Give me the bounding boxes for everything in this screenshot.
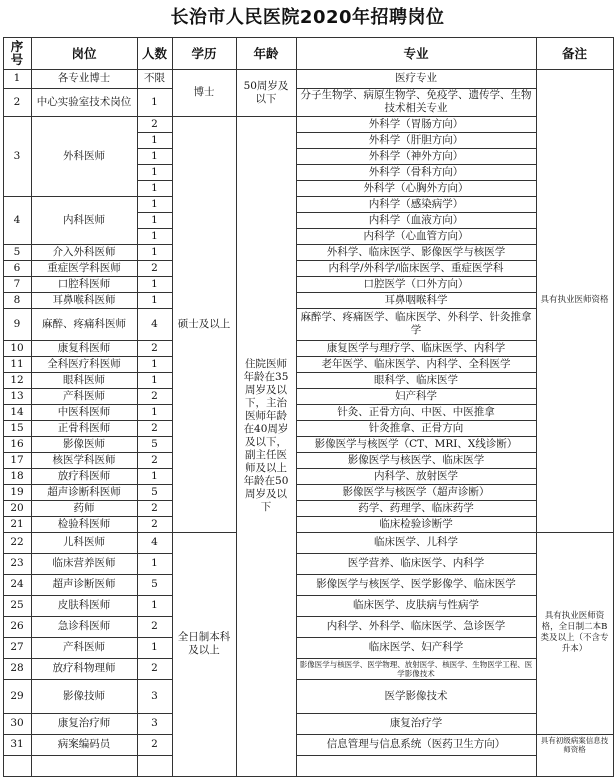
table-rule [137,532,173,533]
row-major: 外科学（胃肠方向） [368,117,464,130]
table-rule [137,755,173,756]
row-major: 信息管理与信息系统（医药卫生方向） [326,738,506,750]
table-rule [296,244,537,245]
row-count: 3 [151,689,158,702]
table-rule [137,436,173,437]
table-rule [536,734,614,735]
row-major: 外科学（神外方向） [368,149,464,162]
row-post: 康复治疗师 [57,717,111,729]
row-count: 2 [151,517,158,530]
table-rule [137,116,173,117]
row-major: 针灸、正骨方向、中医、中医推拿 [337,405,495,418]
header-count: 人数 [141,45,167,61]
row-seq: 31 [10,738,24,750]
row-seq: 28 [10,662,24,674]
row-seq: 29 [10,689,24,702]
table-rule [296,532,537,533]
row-seq: 17 [10,453,24,466]
row-seq: 5 [13,245,21,258]
row-count: 5 [151,485,158,498]
row-count: 1 [151,405,158,418]
row-count: 1 [151,277,158,290]
row-seq: 7 [13,277,21,290]
row-count: 1 [151,357,158,370]
row-seq: 25 [10,599,24,611]
row-count: 不限 [144,72,165,84]
table-rule [296,276,537,277]
row-post: 检验科医师 [57,517,111,530]
row-count: 2 [151,501,158,514]
table-rule [137,500,173,501]
row-post: 放疗科医师 [57,469,111,482]
row-seq: 21 [10,517,24,530]
row-post: 产科医师 [63,389,105,402]
table-rule [137,228,173,229]
edu-doctor: 博士 [193,86,215,98]
table-rule [296,658,537,659]
row-count: 4 [151,536,158,548]
row-post: 临床营养医师 [52,557,116,569]
table-rule [137,637,173,638]
table-rule [296,116,537,117]
row-seq: 12 [10,373,24,386]
row-count: 1 [151,293,158,306]
row-count: 2 [151,453,158,466]
table-rule [296,500,537,501]
table-rule [137,356,173,357]
row-major: 康复治疗学 [389,717,443,729]
row-seq: 14 [10,405,24,418]
row-post: 产科医师 [63,641,105,653]
row-seq: 20 [10,501,24,514]
row-count: 4 [151,317,158,330]
row-post: 外科医师 [63,149,105,162]
row-count: 1 [151,197,158,210]
row-post: 影像技师 [63,689,105,702]
row-seq: 4 [13,213,21,226]
table-rule [296,468,537,469]
table-rule [137,734,173,735]
row-major: 妇产科学 [395,389,437,402]
row-major: 影像医学与核医学（CT、MRI、X线诊断） [314,437,518,450]
table-rule [137,516,173,517]
row-count: 2 [151,261,158,274]
table-rule [137,164,173,165]
row-major: 口腔医学（口外方向） [363,277,469,290]
row-post: 超声诊断医师 [52,578,116,590]
row-major: 内科学、放射医学 [374,469,458,482]
row-count: 2 [151,738,158,750]
row-major: 眼科学、临床医学 [374,373,458,386]
row-post: 皮肤科医师 [57,599,111,611]
table-rule [296,308,537,309]
row-major: 药学、药理学、临床药学 [358,501,474,514]
row-seq: 13 [10,389,24,402]
table-rule [3,37,614,38]
table-rule [137,468,173,469]
row-major: 内科学/外科学/临床医学、重症医学科 [328,261,504,274]
row-seq: 22 [10,536,24,548]
table-rule [296,148,537,149]
table-rule [137,196,173,197]
row-major: 外科学（心胸外方向） [363,181,469,194]
table-rule [137,679,173,680]
row-seq: 11 [10,357,24,370]
row-major: 影像医学与核医学、医学影像学、临床医学 [316,578,516,590]
table-rule [296,452,537,453]
table-rule [296,340,537,341]
table-rule [536,532,614,533]
table-rule [137,553,173,554]
row-major: 分子生物学、病原生物学、免疫学、遗传学、生物技术相关专业 [300,89,532,114]
table-rule [137,292,173,293]
row-seq: 16 [10,437,24,450]
table-rule [296,420,537,421]
table-rule [296,755,537,756]
row-count: 3 [151,717,158,729]
table-rule [137,658,173,659]
row-post: 各专业博士 [57,72,111,84]
row-seq: 26 [10,620,24,632]
table-rule [296,372,537,373]
row-seq: 23 [10,557,24,569]
row-major: 医疗专业 [395,72,437,84]
row-post: 正骨科医师 [57,421,111,434]
page-title: 长治市人民医院2020年招聘岗位 [170,7,445,28]
row-count: 1 [151,213,158,226]
header-age: 年龄 [253,45,279,61]
row-post: 口腔科医师 [57,277,111,290]
row-count: 5 [151,437,158,450]
table-rule [296,196,537,197]
row-count: 1 [151,245,158,258]
row-post: 急诊科医师 [57,620,111,632]
row-post: 药师 [73,501,95,514]
table-rule [296,679,537,680]
row-seq: 15 [10,421,24,434]
table-rule [137,404,173,405]
note-license-bachelor: 具有执业医师资格，全日制二本B类及以上（不含专升本） [540,611,609,654]
row-major: 外科学（肝胆方向） [368,133,464,146]
table-rule [296,574,537,575]
row-seq: 18 [10,469,24,482]
row-post: 影像医师 [63,437,105,450]
table-rule [3,37,4,777]
row-seq: 2 [13,95,21,108]
row-post: 麻醉、疼痛科医师 [42,317,126,330]
row-major: 内科学（感染病学） [368,197,464,210]
row-seq: 9 [13,317,21,330]
row-seq: 19 [10,485,24,498]
row-major: 内科学、外科学、临床医学、急诊医学 [326,620,506,632]
table-rule [137,260,173,261]
header-seq: 序号 [10,39,24,67]
table-rule [137,616,173,617]
table-rule [3,69,614,70]
row-count: 1 [151,599,158,611]
row-seq: 24 [10,578,24,590]
row-post: 放疗科物理师 [52,662,116,674]
row-seq: 30 [10,717,24,729]
row-major: 针灸推拿、正骨方向 [368,421,464,434]
table-rule [137,372,173,373]
header-edu: 学历 [191,45,217,61]
row-post: 中心实验室技术岗位 [36,95,132,108]
row-post: 内科医师 [63,213,105,226]
row-major: 康复医学与理疗学、临床医学、内科学 [326,341,506,354]
row-seq: 6 [13,261,21,274]
row-seq: 10 [10,341,24,354]
table-rule [137,244,173,245]
row-count: 2 [151,341,158,354]
row-post: 超声诊断科医师 [47,485,121,498]
row-post: 眼科医师 [63,373,105,386]
row-count: 2 [151,620,158,632]
table-rule [296,516,537,517]
row-post: 耳鼻喉科医师 [52,293,116,306]
row-count: 1 [151,95,158,108]
row-major: 医学营养、临床医学、内科学 [347,557,485,569]
row-count: 2 [151,421,158,434]
table-rule [296,164,537,165]
table-rule [296,356,537,357]
row-count: 1 [151,133,158,146]
row-post: 康复科医师 [57,341,111,354]
table-rule [236,37,237,777]
table-rule [296,132,537,133]
row-major: 临床医学、皮肤病与性病学 [353,599,479,611]
row-major: 外科学、临床医学、影像医学与核医学 [326,245,506,258]
row-count: 5 [151,578,158,590]
edu-master: 硕士及以上 [177,317,231,330]
table-rule [137,420,173,421]
row-count: 1 [151,557,158,569]
table-rule [296,388,537,389]
row-count: 1 [151,641,158,653]
row-major: 老年医学、临床医学、内科学、全科医学 [321,357,511,370]
row-major: 影像医学与核医学（超声诊断） [342,485,490,498]
table-rule [137,713,173,714]
row-count: 2 [151,389,158,402]
table-rule [296,637,537,638]
table-rule [296,734,537,735]
row-major: 麻醉学、疼痛医学、临床医学、外科学、针灸推拿学 [300,311,532,336]
row-count: 1 [151,165,158,178]
row-major: 临床医学、儿科学 [374,536,458,548]
row-seq: 27 [10,641,24,653]
table-rule [296,404,537,405]
row-major: 医学影像技术 [384,689,448,702]
row-seq: 3 [13,149,21,162]
note-coding: 具有初级病案信息技师资格 [540,735,609,754]
table-rule [137,388,173,389]
note-license: 具有执业医师资格 [540,295,609,305]
table-rule [236,116,297,117]
header-major: 专业 [403,45,429,61]
row-count: 1 [151,229,158,242]
table-rule [31,37,32,777]
table-rule [172,116,237,117]
table-rule [137,276,173,277]
table-rule [137,88,173,89]
row-seq: 8 [13,293,21,306]
age-other: 住院医师年龄在35周岁及以下，主治医师年龄在40周岁及以下，副主任医师及以上年龄在50周岁及以下 [243,357,289,513]
row-post: 病案编码员 [57,738,111,750]
age-doctor: 50周岁及以下 [243,79,289,105]
table-rule [137,452,173,453]
table-rule [296,292,537,293]
row-count: 1 [151,181,158,194]
table-rule [172,532,237,533]
row-major: 内科学（血液方向） [368,213,464,226]
row-post: 重症医学科医师 [47,261,121,274]
table-rule [137,574,173,575]
row-seq: 1 [13,72,21,84]
table-rule [613,37,614,777]
table-rule [296,595,537,596]
row-post: 中医科医师 [57,405,111,418]
table-rule [296,713,537,714]
row-major: 影像医学与核医学、临床医学 [347,453,485,466]
row-post: 介入外科医师 [52,245,116,258]
row-count: 1 [151,469,158,482]
table-rule [296,228,537,229]
header-post: 岗位 [71,45,97,61]
edu-bachelor: 全日制本科及以上 [177,630,231,656]
row-count: 1 [151,373,158,386]
row-major: 影像医学与核医学、医学物理、放射医学、核医学、生物医学工程、医学影像技术 [299,659,533,678]
row-count: 1 [151,149,158,162]
row-major: 内科学（心血管方向） [363,229,469,242]
row-major: 临床检验诊断学 [379,517,453,530]
table-rule [137,132,173,133]
table-rule [296,553,537,554]
row-major: 耳鼻咽喉科学 [384,293,448,306]
table-rule [296,212,537,213]
table-rule [137,595,173,596]
header-note: 备注 [561,45,587,61]
table-rule [137,308,173,309]
table-rule [296,88,537,89]
table-rule [137,484,173,485]
table-rule [137,212,173,213]
row-count: 2 [151,662,158,674]
table-rule [137,148,173,149]
table-rule [296,260,537,261]
table-rule [296,484,537,485]
table-rule [296,180,537,181]
row-post: 儿科医师 [63,536,105,548]
table-rule [137,180,173,181]
table-rule [137,340,173,341]
row-post: 核医学科医师 [52,453,116,466]
row-count: 2 [151,117,158,130]
row-major: 临床医学、妇产科学 [368,641,464,653]
table-rule [296,616,537,617]
row-post: 全科医疗科医师 [47,357,121,370]
table-rule [296,436,537,437]
row-major: 外科学（骨科方向） [368,165,464,178]
